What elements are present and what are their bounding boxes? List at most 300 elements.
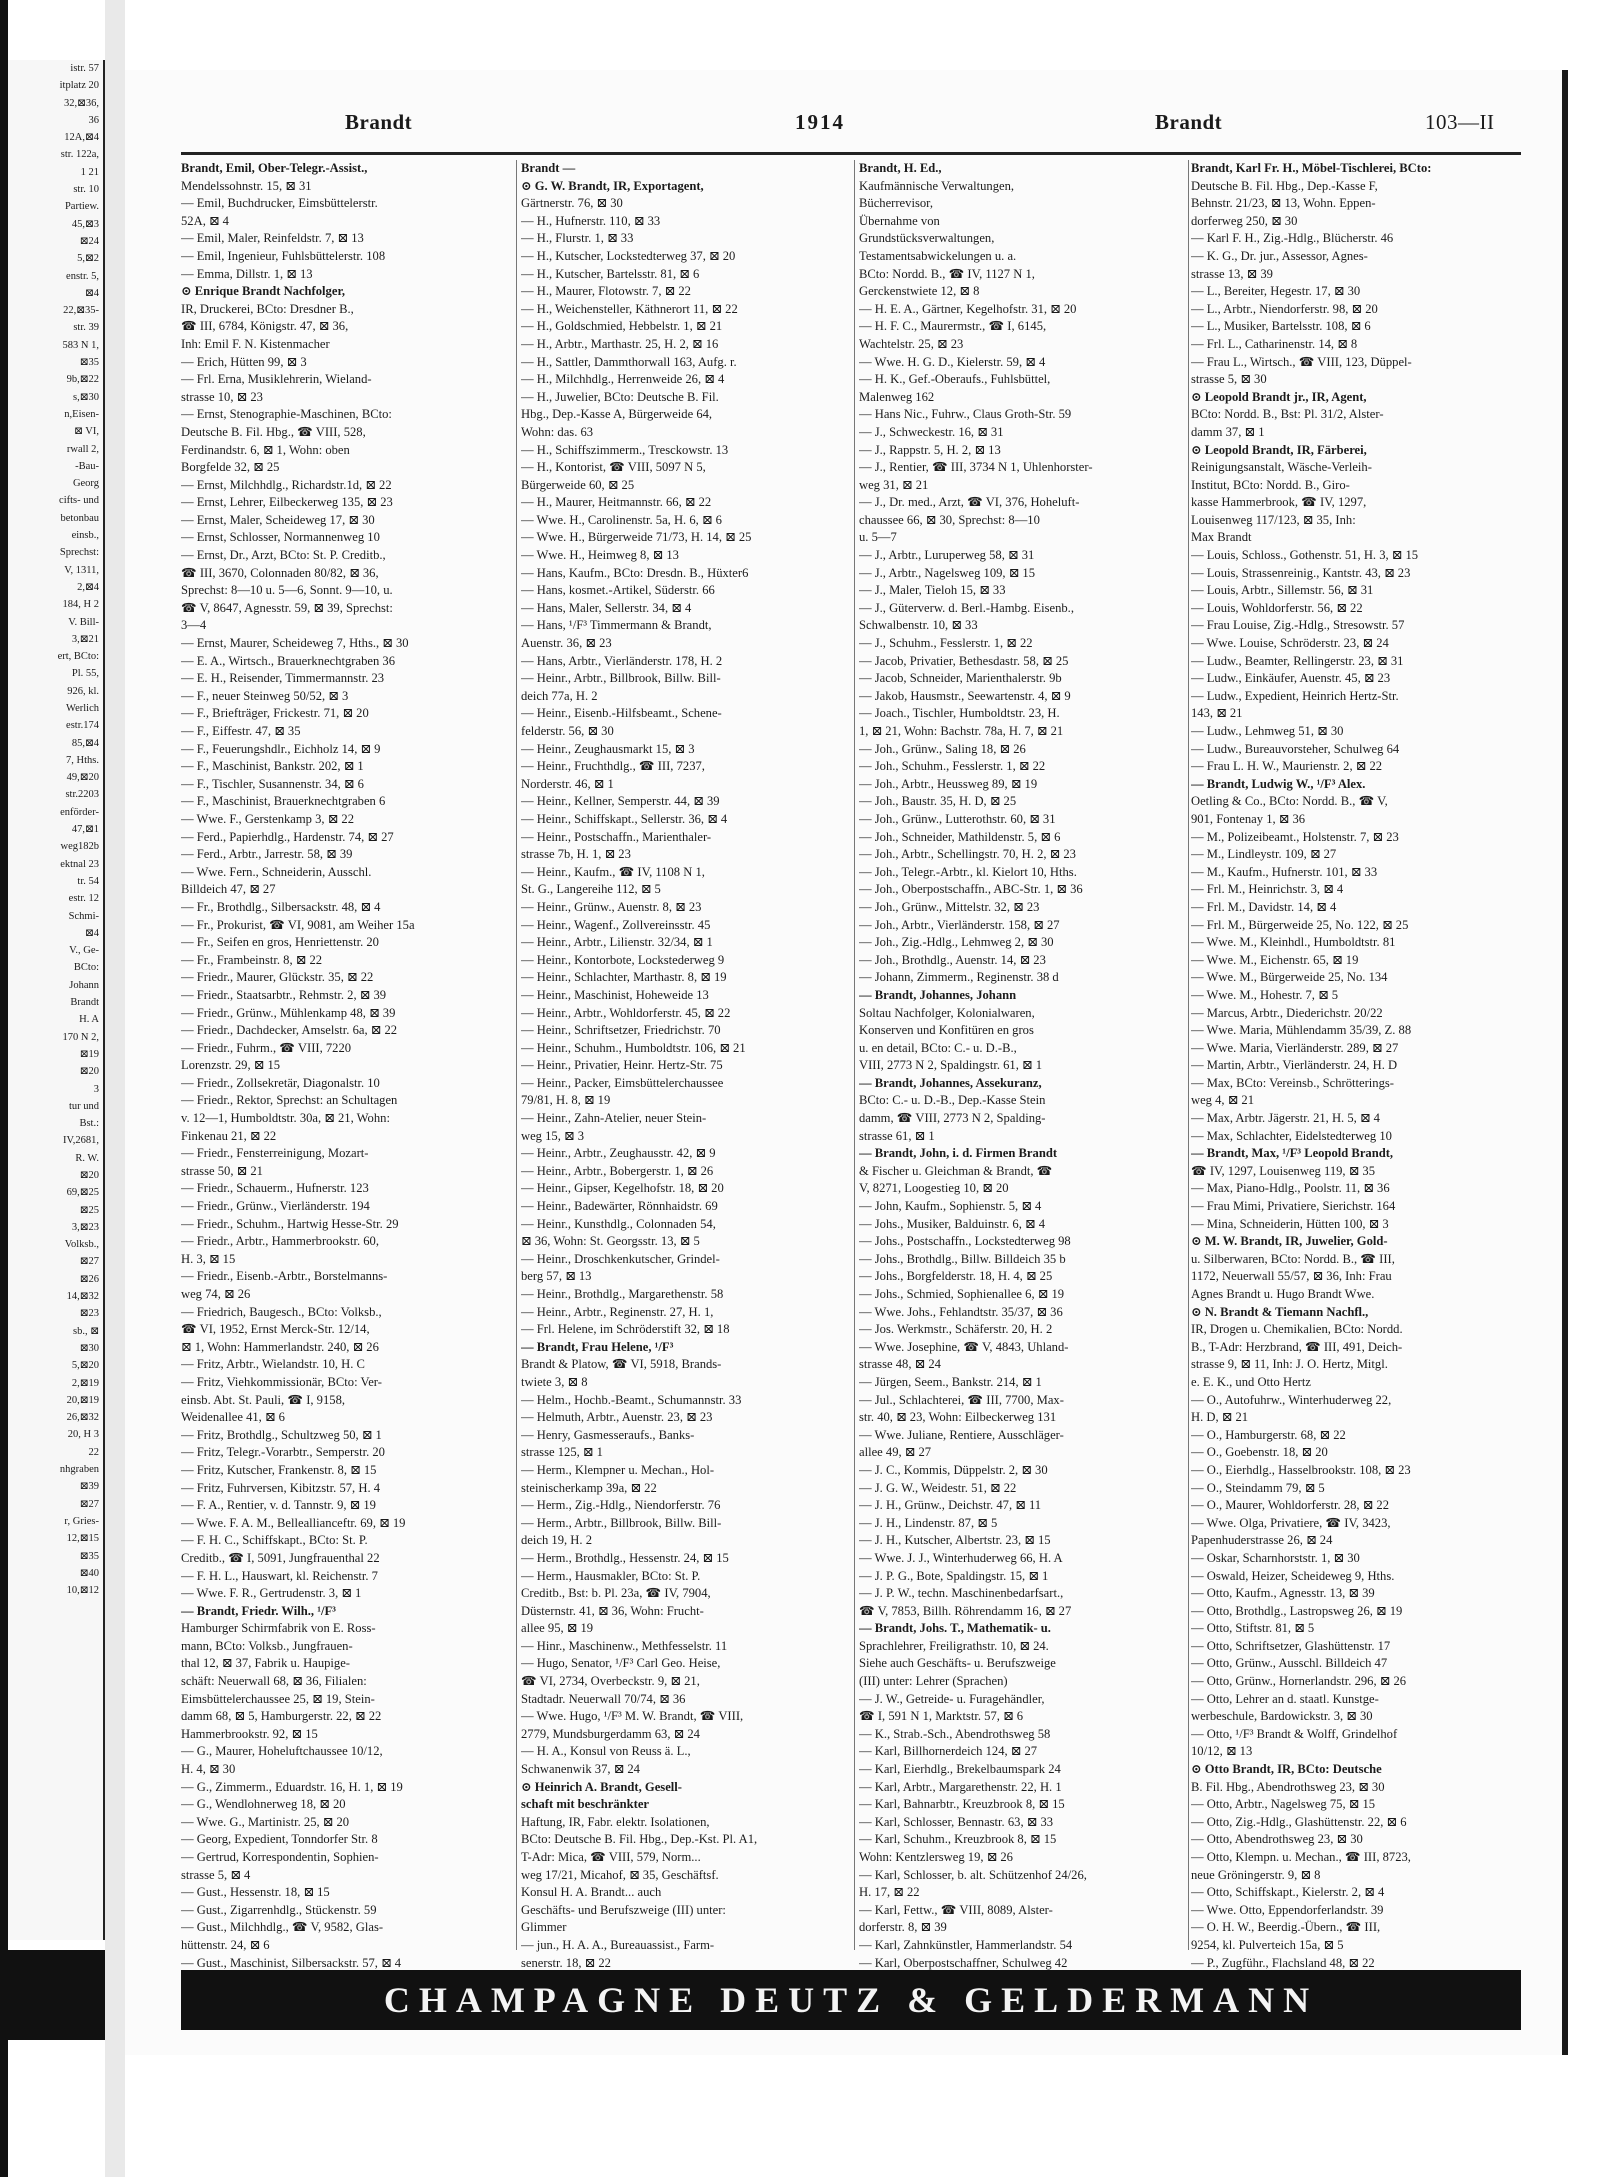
- column-3: [859, 160, 1189, 1970]
- directory-entry-line: — Otto, Schriftsetzer, Glashüttenstr. 17: [1191, 1638, 1391, 1653]
- directory-entry-line: strasse 61, ⊠ 1: [859, 1128, 935, 1143]
- directory-entry-line: — Jul., Schlachterei, ☎ III, 7700, Max-: [859, 1392, 1064, 1407]
- directory-entry-line: Malenweg 162: [859, 389, 935, 404]
- directory-entry-line: — Heinr., Schuhm., Humboldtstr. 106, ⊠ 21: [521, 1040, 746, 1055]
- directory-entry-line: twiete 3, ⊠ 8: [521, 1374, 588, 1389]
- directory-entry-line: 9254, kl. Pulverteich 15a, ⊠ 5: [1191, 1937, 1344, 1952]
- directory-entry-line: ☎ VI, 1952, Ernst Merck-Str. 12/14,: [181, 1322, 370, 1337]
- directory-entry-line: — J. P. W., techn. Maschinenbedarfsart.,: [859, 1586, 1064, 1601]
- directory-entry-line: Gerckenstwiete 12, ⊠ 8: [859, 284, 980, 299]
- directory-entry-line: ☎ VI, 2734, Overbeckstr. 9, ⊠ 21,: [521, 1674, 700, 1689]
- directory-entry-line: — Friedr., Eisenb.-Arbtr., Borstelmanns-: [181, 1269, 388, 1284]
- directory-entry-line: — J., Schuhm., Fesslerstr. 1, ⊠ 22: [859, 636, 1033, 651]
- previous-page-fragment: Schmi-: [68, 910, 99, 922]
- directory-entry-line: Brandt & Platow, ☎ VI, 5918, Brands-: [521, 1357, 722, 1372]
- directory-entry-line: — Henry, Gasmesseraufs., Banks-: [521, 1427, 695, 1442]
- directory-entry-line: einsb. Abt. St. Pauli, ☎ I, 9158,: [181, 1392, 346, 1407]
- directory-entry-line: — H., Maurer, Heitmannstr. 66, ⊠ 22: [521, 495, 712, 510]
- directory-entry-line: — M., Lindleystr. 109, ⊠ 27: [1191, 847, 1337, 862]
- directory-entry-line: ⊙ Heinrich A. Brandt, Gesell-: [521, 1779, 682, 1794]
- directory-entry-line: ⊙ N. Brandt & Tiemann Nachfl.,: [1191, 1304, 1369, 1319]
- directory-entry-line: — Brandt, Johannes, Assekuranz,: [859, 1075, 1042, 1090]
- directory-entry-line: — L., Musiker, Bartelsstr. 108, ⊠ 6: [1191, 319, 1371, 334]
- directory-entry-line: — Jürgen, Seem., Bankstr. 214, ⊠ 1: [859, 1374, 1042, 1389]
- previous-page-fragment: 85,⊠4: [71, 737, 99, 749]
- directory-entry-line: Stadtadr. Neuerwall 70/74, ⊠ 36: [521, 1691, 686, 1706]
- directory-entry-line: — Karl, Eierhdlg., Brekelbaumspark 24: [859, 1762, 1061, 1777]
- directory-entry-line: — G., Wendlohnerweg 18, ⊠ 20: [181, 1797, 346, 1812]
- directory-entry-line: — J. W., Getreide- u. Furagehändler,: [859, 1691, 1045, 1706]
- previous-page-fragment: 47,⊠1: [71, 824, 99, 836]
- directory-entry-line: — Heinr., Arbtr., Reginenstr. 27, H. 1,: [521, 1304, 714, 1319]
- directory-entry-line: damm, ☎ VIII, 2773 N 2, Spalding-: [859, 1111, 1046, 1126]
- directory-entry-line: — H., Schiffszimmerm., Tresckowstr. 13: [521, 442, 729, 457]
- directory-entry-line: Sprachlehrer, Freiligrathstr. 10, ⊠ 24.: [859, 1638, 1049, 1653]
- directory-entry-line: — Heinr., Arbtr., Wohldorferstr. 45, ⊠ 22: [521, 1005, 731, 1020]
- directory-entry-line: — F. A., Rentier, v. d. Tannstr. 9, ⊠ 19: [181, 1498, 376, 1513]
- previous-page-fragment: 20,⊠19: [66, 1394, 99, 1406]
- directory-entry-line: — J., Schweckestr. 16, ⊠ 31: [859, 424, 1004, 439]
- directory-entry-line: — Frau L. H. W., Maurienstr. 2, ⊠ 22: [1191, 759, 1383, 774]
- directory-entry-line: — Wwe. H., Heimweg 8, ⊠ 13: [521, 548, 679, 563]
- directory-entry-line: — Karl F. H., Zig.-Hdlg., Blücherstr. 46: [1191, 231, 1394, 246]
- directory-entry-line: — Heinr., Gipser, Kegelhofstr. 18, ⊠ 20: [521, 1181, 724, 1196]
- directory-entry-line: — Joh., Telegr.-Arbtr., kl. Kielort 10, Hths.: [859, 864, 1077, 879]
- directory-entry-line: — Otto, Lehrer an d. staatl. Kunstge-: [1191, 1691, 1379, 1706]
- directory-entry-line: — Brandt, Friedr. Wilh., ¹/F³: [181, 1603, 336, 1618]
- directory-entry-line: — Friedr., Zollsekretär, Diagonalstr. 10: [181, 1075, 380, 1090]
- directory-entry-line: — Wwe. J. J., Winterhuderweg 66, H. A: [859, 1550, 1063, 1565]
- directory-entry-line: dorferstr. 8, ⊠ 39: [859, 1920, 947, 1935]
- directory-entry-line: — Joh., Zig.-Hdlg., Lehmweg 2, ⊠ 30: [859, 935, 1054, 950]
- directory-entry-line: — Karl, Arbtr., Margarethenstr. 22, H. 1: [859, 1779, 1062, 1794]
- directory-entry-line: — Friedr., Grünw., Mühlenkamp 48, ⊠ 39: [181, 1005, 396, 1020]
- directory-entry-line: — Wwe. F. R., Gertrudenstr. 3, ⊠ 1: [181, 1586, 362, 1601]
- directory-entry-line: — Frau L., Wirtsch., ☎ VIII, 123, Düppel-: [1191, 354, 1412, 369]
- directory-entry-line: — Fritz, Kutscher, Frankenstr. 8, ⊠ 15: [181, 1462, 377, 1477]
- directory-entry-line: — H., Milchhdlg., Herrenweide 26, ⊠ 4: [521, 372, 725, 387]
- directory-entry-line: weg 31, ⊠ 21: [859, 477, 929, 492]
- directory-entry-line: ⊙ Enrique Brandt Nachfolger,: [181, 284, 346, 299]
- directory-entry-line: — Wwe. Olga, Privatiere, ☎ IV, 3423,: [1191, 1515, 1391, 1530]
- previous-page-fragment: ⊠27: [79, 1256, 99, 1268]
- directory-entry-line: — Helmuth, Arbtr., Auenstr. 23, ⊠ 23: [521, 1410, 713, 1425]
- previous-page-fragment: R. W.: [75, 1152, 99, 1164]
- directory-entry-line: — Karl, Billhornerdeich 124, ⊠ 27: [859, 1744, 1038, 1759]
- directory-entry-line: — F., Feuerungshdlr., Eichholz 14, ⊠ 9: [181, 741, 381, 756]
- directory-entry-line: — H. E. A., Gärtner, Kegelhofstr. 31, ⊠ 20: [859, 301, 1077, 316]
- directory-entry-line: H. 17, ⊠ 22: [859, 1885, 920, 1900]
- directory-entry-line: Testamentsabwickelungen u. a.: [859, 248, 1017, 263]
- directory-entry-line: ⊠ 1, Wohn: Hammerlandstr. 240, ⊠ 26: [181, 1339, 379, 1354]
- directory-entry-line: dorferweg 250, ⊠ 30: [1191, 213, 1298, 228]
- directory-entry-line: u. 5—7: [859, 530, 897, 545]
- running-header: [185, 110, 1515, 144]
- previous-page-fragment: tur und: [68, 1100, 99, 1112]
- directory-entry-line: — John, Kaufm., Sophienstr. 5, ⊠ 4: [859, 1199, 1042, 1214]
- directory-entry-line: — Joach., Tischler, Humboldtstr. 23, H.: [859, 706, 1060, 721]
- directory-entry-line: — Louis, Arbtr., Sillemstr. 56, ⊠ 31: [1191, 583, 1374, 598]
- directory-entry-line: Brandt, Emil, Ober-Telegr.-Assist.,: [181, 161, 368, 175]
- directory-entry-line: weg 15, ⊠ 3: [521, 1128, 585, 1143]
- directory-entry-line: strasse 5, ⊠ 4: [181, 1867, 251, 1882]
- previous-page-fragment: estr. 12: [68, 893, 99, 905]
- directory-entry-line: — Otto, Brothdlg., Lastropsweg 26, ⊠ 19: [1191, 1603, 1403, 1618]
- directory-entry-line: — Joh., Brothdlg., Auenstr. 14, ⊠ 23: [859, 952, 1046, 967]
- directory-entry-line: BCto: Nordd. B., Bst: Pl. 31/2, Alster-: [1191, 407, 1384, 422]
- directory-entry-line: — Brandt, Johs. T., Mathematik- u.: [859, 1621, 1051, 1636]
- directory-entry-line: — Heinr., Schiffskapt., Sellerstr. 36, ⊠ 4: [521, 811, 728, 826]
- directory-entry-line: — Max, Arbtr. Jägerstr. 21, H. 5, ⊠ 4: [1191, 1111, 1380, 1126]
- previous-page-fragment: Pl. 55,: [71, 668, 99, 680]
- directory-entry-line: — Gust., Hessenstr. 18, ⊠ 15: [181, 1885, 330, 1900]
- directory-entry-line: — Heinr., Badewärter, Rönnhaidstr. 69: [521, 1199, 718, 1214]
- directory-entry-line: — H. A., Konsul von Reuss ä. L.,: [521, 1744, 691, 1759]
- header-rule: [181, 152, 1521, 155]
- directory-entry-line: v. 12—1, Humboldtstr. 30a, ⊠ 21, Wohn:: [181, 1111, 390, 1126]
- scan-border: [0, 0, 8, 2177]
- previous-page-fragment: 1 21: [80, 166, 99, 178]
- directory-entry-line: — Johs., Schmied, Sophienallee 6, ⊠ 19: [859, 1287, 1065, 1301]
- directory-entry-line: — Joh., Grünw., Lutterothstr. 60, ⊠ 31: [859, 811, 1056, 826]
- directory-entry-line: Brandt, H. Ed.,: [859, 161, 942, 175]
- directory-entry-line: — F., Briefträger, Frickestr. 71, ⊠ 20: [181, 706, 369, 721]
- column-divider: [854, 160, 855, 1950]
- directory-entry-line: — Wwe. G., Martinistr. 25, ⊠ 20: [181, 1814, 350, 1829]
- directory-entry-line: Sprechst: 8—10 u. 5—6, Sonnt. 9—10, u.: [181, 583, 393, 598]
- directory-entry-line: ☎ III, 3670, Colonnaden 80/82, ⊠ 36,: [181, 565, 379, 580]
- previous-page-fragment: BCto:: [73, 962, 99, 974]
- directory-entry-line: — Karl, Schlosser, b. alt. Schützenhof 24/26,: [859, 1867, 1087, 1882]
- directory-entry-line: — Fritz, Telegr.-Vorarbtr., Semperstr. 20: [181, 1445, 385, 1460]
- directory-entry-line: — O., Autofuhrw., Winterhuderweg 22,: [1191, 1392, 1392, 1407]
- advertisement-banner: CHAMPAGNE DEUTZ & GELDERMANN: [181, 1970, 1521, 2030]
- column-divider: [1188, 160, 1189, 1950]
- directory-entry-line: — O., Hamburgerstr. 68, ⊠ 22: [1191, 1427, 1346, 1442]
- previous-page-fragment: betonbau: [60, 512, 99, 524]
- directory-entry-line: — O., Goebenstr. 18, ⊠ 20: [1191, 1445, 1328, 1460]
- directory-entry-line: 143, ⊠ 21: [1191, 706, 1243, 721]
- directory-entry-line: — Ernst, Stenographie-Maschinen, BCto:: [181, 407, 392, 422]
- directory-entry-line: damm 37, ⊠ 1: [1191, 424, 1265, 439]
- directory-entry-line: — Wwe. Hugo, ¹/F³ M. W. Brandt, ☎ VIII,: [521, 1709, 744, 1724]
- directory-entry-line: — K. G., Dr. jur., Assessor, Agnes-: [1191, 248, 1368, 263]
- directory-entry-line: — Joh., Arbtr., Heussweg 89, ⊠ 19: [859, 776, 1038, 791]
- directory-entry-line: — Ernst, Maler, Scheideweg 17, ⊠ 30: [181, 512, 375, 527]
- directory-page: [125, 70, 1568, 2055]
- directory-entry-line: — Mina, Schneiderin, Hütten 100, ⊠ 3: [1191, 1216, 1389, 1231]
- directory-entry-line: — Frl. M., Bürgerweide 25, No. 122, ⊠ 25: [1191, 917, 1409, 932]
- directory-entry-line: — F., Tischler, Susannenstr. 34, ⊠ 6: [181, 776, 364, 791]
- directory-entry-line: — Friedr., Maurer, Glückstr. 35, ⊠ 22: [181, 970, 374, 985]
- directory-entry-line: — F., Maschinist, Brauerknechtgraben 6: [181, 794, 386, 809]
- directory-entry-line: — Friedr., Arbtr., Hammerbrookstr. 60,: [181, 1234, 379, 1249]
- directory-entry-line: — Wwe. Maria, Vierländerstr. 289, ⊠ 27: [1191, 1040, 1399, 1055]
- directory-entry-line: — Hans, Kaufm., BCto: Dresdn. B., Hüxter6: [521, 565, 749, 580]
- directory-entry-line: — Heinr., Arbtr., Lilienstr. 32/34, ⊠ 1: [521, 935, 713, 950]
- directory-entry-line: — H., Flurstr. 1, ⊠ 33: [521, 231, 634, 246]
- directory-entry-line: — J. C., Kommis, Düppelstr. 2, ⊠ 30: [859, 1462, 1048, 1477]
- previous-page-fragment: Brandt: [70, 997, 99, 1009]
- directory-entry-line: Brandt, Karl Fr. H., Möbel-Tischlerei, BCto:: [1191, 161, 1432, 175]
- previous-page-fragment: estr.174: [66, 720, 99, 732]
- directory-entry-line: T-Adr: Mica, ☎ VIII, 579, Norm...: [521, 1850, 701, 1864]
- directory-entry-line: — G., Zimmerm., Eduardstr. 16, H. 1, ⊠ 19: [181, 1779, 403, 1794]
- directory-entry-line: — Otto, Klempn. u. Mechan., ☎ III, 8723,: [1191, 1850, 1411, 1864]
- previous-page-fragment: ⊠39: [79, 1481, 99, 1493]
- directory-entry-line: — Wwe. H., Carolinenstr. 5a, H. 6, ⊠ 6: [521, 512, 722, 527]
- directory-entry-line: allee 49, ⊠ 27: [859, 1445, 932, 1460]
- directory-entry-line: — Ernst, Dr., Arzt, BCto: St. P. Creditb.,: [181, 548, 386, 563]
- directory-entry-line: Deutsche B. Fil. Hbg., ☎ VIII, 528,: [181, 424, 366, 439]
- directory-entry-line: 3—4: [181, 618, 207, 633]
- directory-entry-line: — H. K., Gef.-Oberaufs., Fuhlsbüttel,: [859, 372, 1051, 387]
- directory-entry-line: — Wwe. M., Kleinhdl., Humboldtstr. 81: [1191, 935, 1396, 950]
- directory-entry-line: Max Brandt: [1191, 530, 1252, 545]
- directory-entry-line: — Herm., Zig.-Hdlg., Niendorferstr. 76: [521, 1498, 721, 1513]
- previous-page-fragment: ⊠30: [79, 1342, 99, 1354]
- directory-entry-line: Schwanenwik 37, ⊠ 24: [521, 1762, 640, 1777]
- previous-page-fragment: 5,⊠2: [77, 253, 99, 265]
- scan-shadow: [8, 1950, 106, 2040]
- directory-entry-line: H. 4, ⊠ 30: [181, 1762, 236, 1777]
- previous-page-fragment: Bst.:: [79, 1118, 99, 1130]
- directory-entry-line: — Jacob, Privatier, Bethesdastr. 58, ⊠ 25: [859, 653, 1069, 668]
- directory-entry-line: — Joh., Oberpostschaffn., ABC-Str. 1, ⊠ 36: [859, 882, 1083, 897]
- directory-entry-line: weg 74, ⊠ 26: [181, 1287, 251, 1301]
- directory-entry-line: — Gust., Milchhdlg., ☎ V, 9582, Glas-: [181, 1920, 384, 1935]
- directory-entry-line: — Jakob, Hausmstr., Seewartenstr. 4, ⊠ 9: [859, 688, 1071, 703]
- directory-entry-line: Oetling & Co., BCto: Nordd. B., ☎ V,: [1191, 794, 1388, 809]
- directory-entry-line: — Heinr., Zeughausmarkt 15, ⊠ 3: [521, 741, 695, 756]
- directory-entry-line: (III) unter: Lehrer (Sprachen): [859, 1674, 1008, 1689]
- directory-entry-line: — Max, Schlachter, Eidelstedterweg 10: [1191, 1128, 1392, 1143]
- directory-entry-line: — J. P. G., Bote, Spaldingstr. 15, ⊠ 1: [859, 1568, 1049, 1583]
- directory-entry-line: — Ernst, Milchhdlg., Richardstr.1d, ⊠ 22: [181, 477, 392, 492]
- previous-page-fragment: IV,2681,: [63, 1135, 99, 1147]
- previous-page-fragment: Sprechst:: [59, 547, 99, 559]
- directory-entry-line: werbeschule, Bardowickstr. 3, ⊠ 30: [1191, 1709, 1373, 1724]
- directory-entry-line: Wachtelstr. 25, ⊠ 23: [859, 336, 964, 351]
- directory-entry-line: Schwalbenstr. 10, ⊠ 33: [859, 618, 978, 633]
- directory-entry-line: Siehe auch Geschäfts- u. Berufszweige: [859, 1656, 1056, 1671]
- directory-entry-line: BCto: C.- u. D.-B., Dep.-Kasse Stein: [859, 1093, 1046, 1108]
- directory-entry-line: — H., Juwelier, BCto: Deutsche B. Fil.: [521, 389, 719, 404]
- directory-entry-line: Ferdinandstr. 6, ⊠ 1, Wohn: oben: [181, 442, 350, 457]
- previous-page-fragment: 45,⊠3: [71, 218, 99, 230]
- directory-entry-line: — Fritz, Fuhrversen, Kibitzstr. 57, H. 4: [181, 1480, 381, 1495]
- directory-entry-line: senerstr. 18, ⊠ 22: [521, 1955, 611, 1970]
- directory-entry-line: — Max, BCto: Vereinsb., Schrötterings-: [1191, 1075, 1394, 1090]
- directory-entry-line: — Heinr., Eisenb.-Hilfsbeamt., Schene-: [521, 706, 722, 721]
- directory-entry-line: — Johs., Postschaffn., Lockstedterweg 98: [859, 1234, 1071, 1249]
- previous-page-fragment: tr. 54: [77, 875, 99, 887]
- directory-entry-line: Soltau Nachfolger, Kolonialwaren,: [859, 1005, 1035, 1020]
- directory-entry-line: — Heinr., Droschkenkutscher, Grindel-: [521, 1251, 720, 1266]
- column-divider: [516, 160, 517, 1950]
- directory-entry-line: ☎ I, 591 N 1, Marktstr. 57, ⊠ 6: [859, 1709, 1024, 1724]
- directory-entry-line: — F. H. L., Hauswart, kl. Reichenstr. 7: [181, 1568, 378, 1583]
- directory-entry-line: — L., Bereiter, Hegestr. 17, ⊠ 30: [1191, 284, 1361, 299]
- directory-entry-line: — Joh., Arbtr., Vierländerstr. 158, ⊠ 27: [859, 917, 1060, 932]
- directory-entry-line: felderstr. 56, ⊠ 30: [521, 724, 614, 738]
- directory-entry-line: Weidenallee 41, ⊠ 6: [181, 1410, 285, 1425]
- previous-page-fragment: ⊠27: [79, 1498, 99, 1510]
- directory-entry-line: St. G., Langereihe 112, ⊠ 5: [521, 882, 661, 897]
- directory-entry-line: Wohn: Kentzlersweg 19, ⊠ 26: [859, 1850, 1013, 1864]
- directory-entry-line: — M., Kaufm., Hufnerstr. 101, ⊠ 33: [1191, 864, 1378, 879]
- previous-page-fragment: 22: [88, 1446, 99, 1458]
- directory-entry-line: — J., Maler, Tieloh 15, ⊠ 33: [859, 583, 1006, 598]
- directory-entry-line: — Wwe. Louise, Schröderstr. 23, ⊠ 24: [1191, 636, 1389, 651]
- previous-page-fragment: Partiew.: [64, 201, 99, 213]
- directory-entry-line: — Frl. Erna, Musiklehrerin, Wieland-: [181, 372, 372, 387]
- directory-entry-line: — Fritz, Arbtr., Wielandstr. 10, H. C: [181, 1357, 365, 1372]
- previous-page-fragment: Johann: [69, 979, 99, 991]
- directory-entry-line: — Brandt, Frau Helene, ¹/F³: [521, 1339, 674, 1354]
- directory-entry-line: — Ludw., Beamter, Rellingerstr. 23, ⊠ 31: [1191, 653, 1404, 668]
- directory-entry-line: hüttenstr. 24, ⊠ 6: [181, 1937, 270, 1952]
- directory-entry-line: 10/12, ⊠ 13: [1191, 1744, 1253, 1759]
- directory-entry-line: — Max, Piano-Hdlg., Poolstr. 11, ⊠ 36: [1191, 1181, 1390, 1196]
- directory-entry-line: — Karl, Bahnarbtr., Kreuzbrook 8, ⊠ 15: [859, 1797, 1065, 1812]
- directory-entry-line: — Erich, Hütten 99, ⊠ 3: [181, 354, 307, 369]
- directory-entry-line: — Heinr., Arbtr., Zeughausstr. 42, ⊠ 9: [521, 1146, 716, 1161]
- directory-entry-line: — Johs., Musiker, Balduinstr. 6, ⊠ 4: [859, 1216, 1046, 1231]
- directory-entry-line: — Ernst, Maurer, Scheideweg 7, Hths., ⊠ 30: [181, 636, 409, 651]
- previous-page-fragment: 184, H 2: [62, 599, 99, 611]
- previous-page-fragment: rwall 2,: [66, 443, 99, 455]
- directory-entry-line: — O. H. W., Beerdig.-Übern., ☎ III,: [1191, 1920, 1381, 1935]
- directory-entry-line: IR, Druckerei, BCto: Dresdner B.,: [181, 301, 354, 316]
- directory-entry-line: Auenstr. 36, ⊠ 23: [521, 636, 612, 651]
- directory-entry-line: — Heinr., Wagenf., Zollvereinsstr. 45: [521, 917, 711, 932]
- directory-entry-line: — H. F. C., Maurermstr., ☎ I, 6145,: [859, 319, 1047, 334]
- directory-entry-line: H. 3, ⊠ 15: [181, 1251, 236, 1266]
- directory-entry-line: — Frau Mimi, Privatiere, Sierichstr. 164: [1191, 1199, 1396, 1214]
- previous-page-fragment: ert, BCto:: [57, 651, 99, 663]
- directory-entry-line: Agnes Brandt u. Hugo Brandt Wwe.: [1191, 1287, 1375, 1301]
- directory-entry-line: — Ludw., Einkäufer, Auenstr. 45, ⊠ 23: [1191, 671, 1391, 686]
- directory-entry-line: — Friedr., Staatsarbtr., Rehmstr. 2, ⊠ 39: [181, 987, 387, 1002]
- directory-entry-line: — Joh., Baustr. 35, H. D, ⊠ 25: [859, 794, 1017, 809]
- previous-page-fragment: H. A: [79, 1014, 99, 1026]
- directory-entry-line: — J., Güterverw. d. Berl.-Hambg. Eisenb.,: [859, 600, 1074, 615]
- directory-entry-line: — Otto, Zig.-Hdlg., Glashüttenstr. 22, ⊠ 6: [1191, 1814, 1407, 1829]
- previous-page-fragment: str.2203: [65, 789, 99, 801]
- previous-page-fragment: 12,⊠15: [66, 1533, 99, 1545]
- previous-page-fragment: 3: [93, 1083, 99, 1095]
- directory-entry-line: — O., Steindamm 79, ⊠ 5: [1191, 1480, 1325, 1495]
- directory-entry-line: — Otto, Arbtr., Nagelsweg 75, ⊠ 15: [1191, 1797, 1376, 1812]
- directory-entry-line: — Wwe. H. G. D., Kielerstr. 59, ⊠ 4: [859, 354, 1046, 369]
- column-4: [1191, 160, 1521, 1970]
- directory-entry-line: — Friedr., Fensterreinigung, Mozart-: [181, 1146, 369, 1161]
- directory-entry-line: — Brandt, Ludwig W., ¹/F³ Alex.: [1191, 776, 1366, 791]
- directory-entry-line: — Otto, Grünw., Ausschl. Billdeich 47: [1191, 1656, 1388, 1671]
- directory-entry-line: kasse Hammerbrook, ☎ IV, 1297,: [1191, 495, 1367, 510]
- directory-entry-line: — Fr., Prokurist, ☎ VI, 9081, am Weiher 15a: [181, 917, 415, 932]
- directory-entry-line: — Fr., Brothdlg., Silbersackstr. 48, ⊠ 4: [181, 899, 381, 914]
- directory-entry-line: Creditb., ☎ I, 5091, Jungfrauenthal 22: [181, 1550, 380, 1565]
- previous-page-fragment: ⊠ VI,: [74, 426, 99, 438]
- previous-page-fragment: enförder-: [60, 806, 99, 818]
- column-2: [521, 160, 851, 1970]
- directory-entry-line: — Hinr., Maschinenw., Methfesselstr. 11: [521, 1638, 728, 1653]
- previous-page-fragment: -Bau-: [75, 460, 99, 472]
- directory-entry-line: Bücherrevisor,: [859, 196, 933, 211]
- directory-entry-line: neue Gröningerstr. 9, ⊠ 8: [1191, 1867, 1321, 1882]
- directory-entry-line: — O., Eierhdlg., Hasselbrookstr. 108, ⊠ 23: [1191, 1462, 1411, 1477]
- directory-entry-line: — Brandt, John, i. d. Firmen Brandt: [859, 1146, 1058, 1161]
- header-left-word: Brandt: [345, 110, 413, 134]
- directory-entry-line: strasse 50, ⊠ 21: [181, 1163, 263, 1178]
- directory-entry-line: — Joh., Schuhm., Fesslerstr. 1, ⊠ 22: [859, 759, 1046, 774]
- directory-entry-line: 2779, Mundsburgerdamm 63, ⊠ 24: [521, 1726, 700, 1741]
- directory-entry-line: — H., Arbtr., Marthastr. 25, H. 2, ⊠ 16: [521, 336, 719, 351]
- directory-entry-line: — E. H., Reisender, Timmermannstr. 23: [181, 671, 385, 686]
- directory-entry-line: — Emil, Buchdrucker, Eimsbüttelerstr.: [181, 196, 378, 211]
- directory-entry-line: — Heinr., Postschaffn., Marienthaler-: [521, 829, 712, 844]
- directory-entry-line: Düsternstr. 41, ⊠ 36, Wohn: Frucht-: [521, 1603, 704, 1618]
- previous-page-fragment: Volksb.,: [64, 1239, 99, 1251]
- directory-entry-line: — Gust., Maschinist, Silbersackstr. 57, ⊠ 4: [181, 1955, 402, 1970]
- directory-entry-line: ⊠ 36, Wohn: St. Georgsstr. 13, ⊠ 5: [521, 1234, 700, 1249]
- directory-entry-line: — Emil, Ingenieur, Fuhlsbüttelerstr. 108: [181, 248, 386, 263]
- previous-page-fragment: 22,⊠35-: [63, 305, 99, 317]
- previous-page-fragment: ⊠20: [79, 1066, 99, 1078]
- previous-page-edge: [8, 60, 106, 1940]
- previous-page-fragment: 20, H 3: [67, 1429, 99, 1441]
- directory-entry-line: ☎ V, 8647, Agnesstr. 59, ⊠ 39, Sprechst:: [181, 600, 393, 615]
- directory-entry-line: — Emil, Maler, Reinfeldstr. 7, ⊠ 13: [181, 231, 364, 246]
- directory-entry-line: ☎ III, 6784, Königstr. 47, ⊠ 36,: [181, 319, 349, 334]
- previous-page-fragment: 3,⊠21: [71, 633, 99, 645]
- directory-entry-line: — Louis, Strassenreinig., Kantstr. 43, ⊠ 23: [1191, 565, 1411, 580]
- directory-entry-line: V, 8271, Loogestieg 10, ⊠ 20: [859, 1181, 1009, 1196]
- directory-entry-line: — F., Eiffestr. 47, ⊠ 35: [181, 724, 301, 738]
- previous-page-fragment: 26,⊠32: [66, 1412, 99, 1424]
- directory-entry-line: Creditb., Bst: b. Pl. 23a, ☎ IV, 7904,: [521, 1586, 711, 1601]
- page-number: 103—II: [1425, 110, 1495, 134]
- directory-entry-line: weg 17/21, Micahof, ⊠ 35, Geschäftsf.: [521, 1867, 719, 1882]
- directory-entry-line: 1, ⊠ 21, Wohn: Bachstr. 78a, H. 7, ⊠ 21: [859, 724, 1064, 738]
- directory-entry-line: — Frl. M., Heinrichstr. 3, ⊠ 4: [1191, 882, 1344, 897]
- directory-entry-line: — Hans, ¹/F³ Timmermann & Brandt,: [521, 618, 712, 633]
- directory-entry-line: — Heinr., Packer, Eimsbüttelerchaussee: [521, 1075, 724, 1090]
- previous-page-fragment: nhgraben: [59, 1464, 99, 1476]
- directory-entry-line: schäft: Neuerwall 68, ⊠ 36, Filialen:: [181, 1674, 367, 1689]
- directory-entry-line: — Johann, Zimmerm., Reginenstr. 38 d: [859, 970, 1059, 985]
- directory-entry-line: — Herm., Brothdlg., Hessenstr. 24, ⊠ 15: [521, 1550, 729, 1565]
- directory-entry-line: — Karl, Fettw., ☎ VIII, 8089, Alster-: [859, 1902, 1053, 1917]
- directory-entry-line: ⊙ Leopold Brandt jr., IR, Agent,: [1191, 389, 1367, 404]
- directory-entry-line: — J. H., Kutscher, Albertstr. 23, ⊠ 15: [859, 1533, 1051, 1548]
- directory-entry-line: strasse 5, ⊠ 30: [1191, 372, 1267, 387]
- directory-entry-line: Geschäfts- und Berufszweige (III) unter:: [521, 1902, 726, 1917]
- directory-entry-line: — Otto, ¹/F³ Brandt & Wolff, Grindelhof: [1191, 1726, 1398, 1741]
- previous-page-fragment: s,⊠30: [72, 391, 99, 403]
- directory-entry-line: thal 12, ⊠ 37, Fabrik u. Haupige-: [181, 1656, 350, 1671]
- directory-entry-line: — Joh., Grünw., Mittelstr. 32, ⊠ 23: [859, 899, 1040, 914]
- directory-entry-line: — P., Zugführ., Flachsland 48, ⊠ 22: [1191, 1955, 1375, 1970]
- directory-entry-line: — Ferd., Papierhdlg., Hardenstr. 74, ⊠ 27: [181, 829, 394, 844]
- directory-entry-line: Gärtnerstr. 76, ⊠ 30: [521, 196, 623, 211]
- directory-entry-line: damm 68, ⊠ 5, Hamburgerstr. 22, ⊠ 22: [181, 1709, 382, 1724]
- directory-entry-line: allee 95, ⊠ 19: [521, 1621, 594, 1636]
- directory-entry-line: — Gust., Zigarrenhdlg., Stückenstr. 59: [181, 1902, 377, 1917]
- directory-entry-line: — Joh., Schneider, Mathildenstr. 5, ⊠ 6: [859, 829, 1061, 844]
